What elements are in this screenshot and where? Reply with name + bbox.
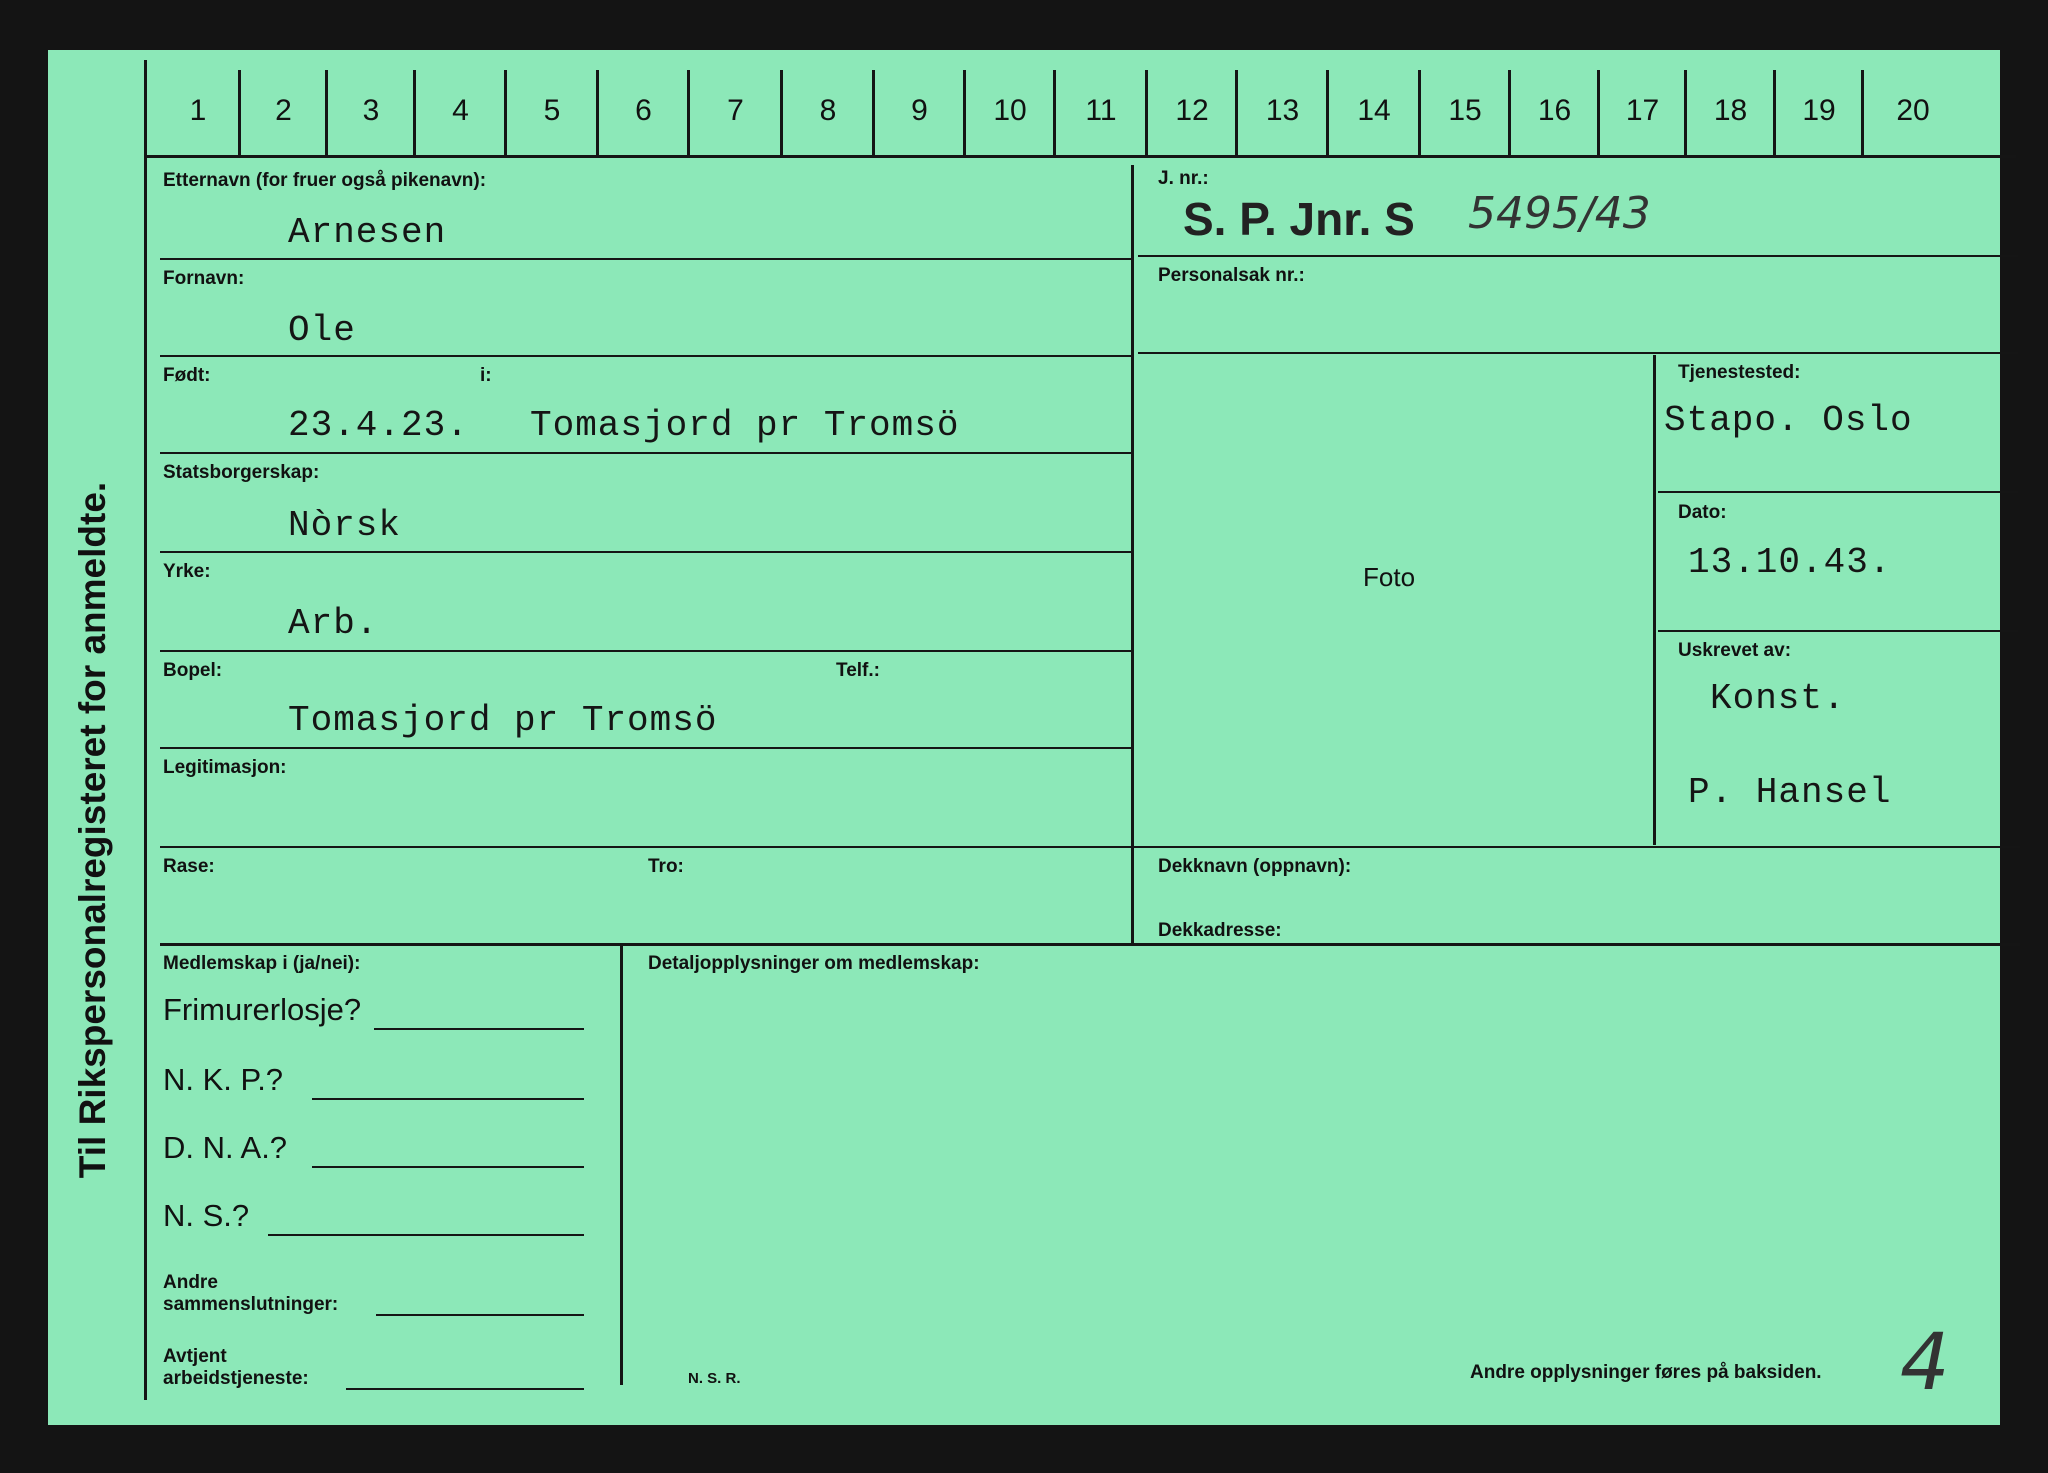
footer-nsr: N. S. R. — [688, 1370, 741, 1387]
etternavn-line — [160, 258, 1131, 260]
corner-handwritten-mark: 4 — [1900, 1318, 1950, 1408]
column-divider — [1418, 70, 1421, 158]
dekkadresse-label: Dekkadresse: — [1158, 920, 1282, 941]
column-number: 1 — [189, 94, 207, 127]
fodested-value: Tomasjord pr Tromsö — [530, 405, 960, 446]
column-number: 9 — [911, 94, 928, 127]
yrke-value: Arb. — [288, 603, 379, 644]
membership-heading: Medlemskap i (ja/nei): — [163, 953, 361, 974]
column-divider — [687, 70, 690, 158]
column-divider — [1053, 70, 1056, 158]
column-divider — [413, 70, 416, 158]
uskrevet-value-line1: Konst. — [1710, 678, 1846, 719]
column-number: 11 — [1085, 94, 1117, 127]
telf-label: Telf.: — [836, 660, 880, 681]
tjenestested-label: Tjenestested: — [1678, 362, 1801, 383]
registration-card — [48, 50, 2000, 1425]
column-number: 3 — [362, 94, 380, 127]
yrke-label: Yrke: — [163, 561, 211, 582]
fodt-label: Født: — [163, 365, 211, 386]
column-number: 18 — [1713, 94, 1748, 127]
membership-line-nkp — [312, 1098, 584, 1100]
column-divider — [238, 70, 241, 158]
avtjent-label-line2: arbeidstjeneste: — [163, 1368, 309, 1389]
membership-item-dna: D. N. A.? — [163, 1130, 288, 1165]
avtjent-label-line1: Avtjent — [163, 1346, 227, 1367]
left-border-line — [144, 60, 147, 1400]
column-number: 6 — [635, 94, 652, 127]
statsborgerskap-value: Nòrsk — [288, 505, 402, 546]
membership-line-ns — [268, 1234, 584, 1236]
column-divider — [596, 70, 599, 158]
column-divider — [1145, 70, 1148, 158]
bopel-line — [160, 747, 1131, 749]
column-number: 4 — [452, 94, 469, 127]
lower-divider — [620, 945, 623, 1385]
column-divider — [1235, 70, 1238, 158]
column-number: 10 — [993, 94, 1027, 127]
fornavn-label: Fornavn: — [163, 268, 245, 289]
dekknavn-label: Dekknavn (oppnavn): — [1158, 856, 1352, 877]
jnr-label: J. nr.: — [1158, 168, 1209, 189]
fodt-line — [160, 452, 1131, 454]
membership-line-dna — [312, 1166, 584, 1168]
foto-right-divider — [1653, 355, 1656, 845]
membership-item-ns: N. S.? — [163, 1198, 250, 1233]
column-divider — [1684, 70, 1687, 158]
column-number: 20 — [1896, 94, 1930, 127]
column-divider — [1773, 70, 1776, 158]
membership-item-nkp: N. K. P.? — [163, 1062, 284, 1097]
etternavn-value: Arnesen — [288, 212, 447, 253]
column-divider — [780, 70, 783, 158]
andre-line — [376, 1314, 584, 1316]
column-number: 12 — [1175, 94, 1209, 127]
dato-label: Dato: — [1678, 502, 1727, 523]
column-divider — [1861, 70, 1864, 158]
uskrevet-label: Uskrevet av: — [1678, 640, 1792, 661]
column-number: 19 — [1802, 94, 1836, 127]
statsborgerskap-label: Statsborgerskap: — [163, 462, 320, 483]
legitimasjon-line — [160, 846, 2020, 848]
column-divider — [1597, 70, 1600, 158]
dato-line — [1658, 630, 2018, 632]
avtjent-line — [346, 1388, 584, 1390]
column-divider — [1326, 70, 1329, 158]
column-number: 14 — [1357, 94, 1391, 127]
column-divider — [325, 70, 328, 158]
column-number: 15 — [1448, 94, 1482, 127]
legitimasjon-label: Legitimasjon: — [163, 757, 287, 778]
jnr-handwritten: 5495/43 — [1468, 188, 1651, 239]
column-divider — [872, 70, 875, 158]
footer-note: Andre opplysninger føres på baksiden. — [1470, 1362, 1822, 1383]
column-number: 17 — [1625, 94, 1660, 127]
uskrevet-value-line2: P. Hansel — [1688, 772, 1892, 813]
statsborgerskap-line — [160, 551, 1131, 553]
section-divider-line — [160, 943, 2020, 946]
jnr-line — [1138, 255, 2018, 257]
column-number: 7 — [727, 94, 744, 127]
side-title: Til Rikspersonalregisteret for anmeldte. — [72, 481, 113, 1179]
yrke-line — [160, 650, 1131, 652]
foto-label: Foto — [1363, 562, 1416, 592]
fodested-label: i: — [480, 365, 492, 386]
personalsak-label: Personalsak nr.: — [1158, 265, 1305, 286]
dato-value: 13.10.43. — [1688, 542, 1892, 583]
tjenestested-line — [1658, 491, 2018, 493]
personalsak-line — [1138, 352, 2018, 354]
bopel-label: Bopel: — [163, 660, 223, 681]
number-row-bottom-line — [144, 155, 2016, 158]
fodt-value: 23.4.23. — [288, 405, 469, 446]
column-divider — [963, 70, 966, 158]
details-label: Detaljopplysninger om medlemskap: — [648, 953, 980, 974]
middle-divider — [1131, 165, 1134, 943]
andre-label-line2: sammenslutninger: — [163, 1294, 339, 1315]
column-number: 2 — [275, 94, 292, 127]
column-number: 16 — [1537, 94, 1572, 127]
fornavn-value: Ole — [288, 310, 356, 351]
etternavn-label: Etternavn (for fruer også pikenavn): — [163, 170, 487, 191]
column-number: 8 — [819, 94, 837, 127]
andre-label-line1: Andre — [163, 1272, 218, 1293]
membership-item-frimurerlosje: Frimurerlosje? — [163, 992, 362, 1027]
bopel-value: Tomasjord pr Tromsö — [288, 700, 718, 741]
rase-label: Rase: — [163, 856, 215, 877]
tro-label: Tro: — [648, 856, 684, 877]
column-divider — [1508, 70, 1511, 158]
fornavn-line — [160, 355, 1131, 357]
column-number: 13 — [1265, 94, 1300, 127]
column-divider — [504, 70, 507, 158]
tjenestested-value: Stapo. Oslo — [1664, 400, 1913, 441]
column-number: 5 — [543, 94, 561, 127]
jnr-stamp: S. P. Jnr. S — [1183, 193, 1415, 245]
membership-line-frimurerlosje — [374, 1028, 584, 1030]
